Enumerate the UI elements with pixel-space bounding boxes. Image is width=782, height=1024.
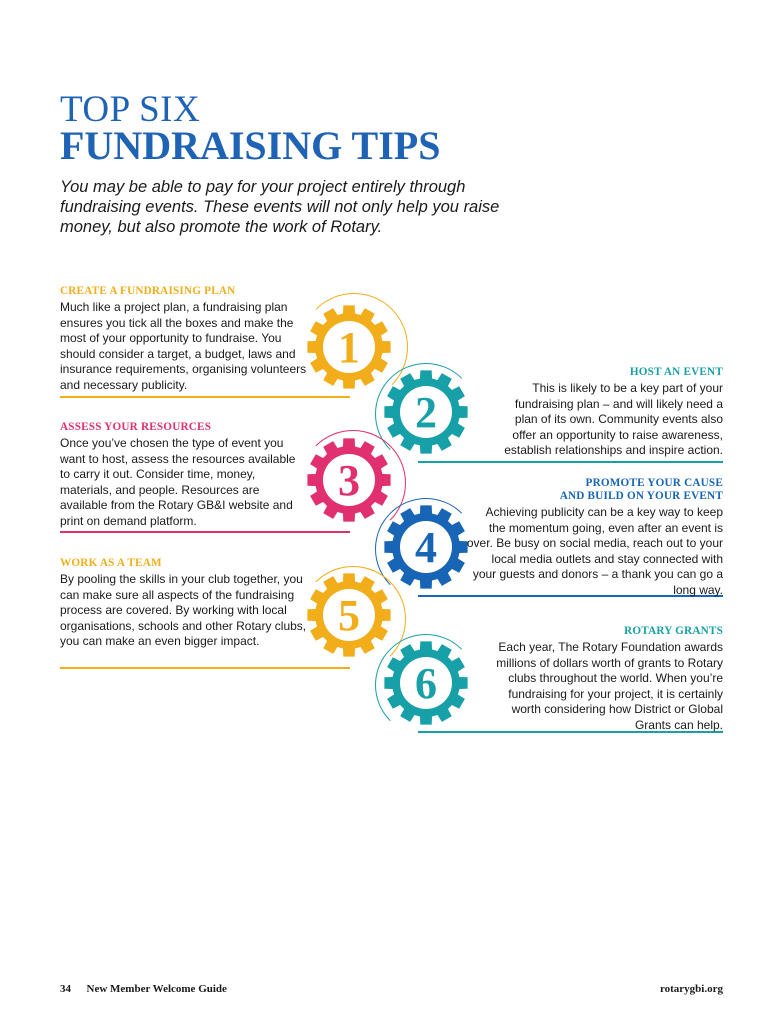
website-link[interactable]: rotarygbi.org bbox=[659, 983, 723, 995]
tip-3-heading: ASSESS YOUR RESOURCES bbox=[60, 421, 212, 433]
tip-6-heading: ROTARY GRANTS bbox=[624, 625, 723, 637]
tip-3-body: Once you’ve chosen the type of event you want to host, assess the resources available to carry it out. Consider time, money, materials, and people. Resources are available from the Rotary GB&I website and print on demand platform. bbox=[60, 436, 296, 528]
guide-title: New Member Welcome Guide bbox=[86, 983, 227, 995]
tip-4 bbox=[466, 477, 723, 599]
gear-3-number: 3 bbox=[338, 456, 360, 505]
tip-4-body: Achieving publicity can be a key way to keep the momentum going, even after an event is over. Be busy on social media, reach out to your local media outlets and stay connected with your guests and donors – a thank you can go a long way. bbox=[466, 505, 723, 597]
tip-2-body: This is likely to be a key part of your fundraising plan – and will likely need a plan of its own. Community events also offer an opportunity to raise awareness, establish relationships and inspire action. bbox=[504, 381, 723, 458]
tip-1-heading: CREATE A FUNDRAISING PLAN bbox=[60, 285, 236, 297]
gear-5-icon bbox=[306, 572, 392, 658]
tip-5-heading: WORK AS A TEAM bbox=[60, 557, 162, 569]
tip-4-heading-line-1: PROMOTE YOUR CAUSE bbox=[585, 477, 723, 489]
gear-5-number: 5 bbox=[338, 591, 360, 640]
tip-2-heading: HOST AN EVENT bbox=[629, 366, 723, 378]
tip-2 bbox=[492, 366, 723, 459]
tip-6-body: Each year, The Rotary Foundation awards millions of dollars worth of grants to Rotary clubs throughout the world. When you’re fundraising for your project, it is certainly worth considering how District or Global Grants can help. bbox=[496, 640, 723, 732]
title-line-1: TOP SIX bbox=[60, 89, 201, 130]
gear-6-icon bbox=[383, 640, 469, 726]
tip-2-rule bbox=[418, 461, 723, 463]
gear-3-icon bbox=[306, 437, 392, 523]
gear-2-number: 2 bbox=[415, 388, 437, 437]
page-number: 34 bbox=[60, 983, 71, 995]
tip-3 bbox=[60, 421, 305, 530]
intro-paragraph: You may be able to pay for your project entirely through fundraising events. These events will not only help you raise money, but also promote the work of Rotary. bbox=[60, 178, 500, 236]
tip-6 bbox=[481, 625, 723, 734]
gear-4-icon bbox=[383, 504, 469, 590]
tip-1 bbox=[60, 285, 308, 394]
gear-6-number: 6 bbox=[415, 659, 437, 708]
tip-1-rule bbox=[60, 396, 350, 398]
tip-1-body: Much like a project plan, a fundraising plan ensures you tick all the boxes and make the most of your opportunity to fundraise. You should consider a target, a budget, laws and insurance requirements, organising volunteers and necessary publicity. bbox=[60, 300, 307, 392]
tip-5 bbox=[60, 557, 312, 650]
gear-2-icon bbox=[383, 369, 469, 455]
tip-4-heading-line-2: AND BUILD ON YOUR EVENT bbox=[559, 490, 723, 502]
tip-5-rule bbox=[60, 667, 350, 669]
title-line-2: FUNDRAISING TIPS bbox=[60, 123, 441, 168]
gear-1-number: 1 bbox=[338, 323, 360, 372]
gear-4-number: 4 bbox=[415, 523, 437, 572]
footer-left bbox=[60, 983, 227, 995]
gear-1-icon bbox=[306, 304, 392, 390]
tip-4-heading bbox=[466, 477, 723, 503]
tip-5-body: By pooling the skills in your club together, you can make sure all aspects of the fundraising process are covered. By working with local organisations, schools and other Rotary clubs, you can make an even bigger impact. bbox=[60, 572, 307, 649]
tip-3-rule bbox=[60, 531, 350, 533]
